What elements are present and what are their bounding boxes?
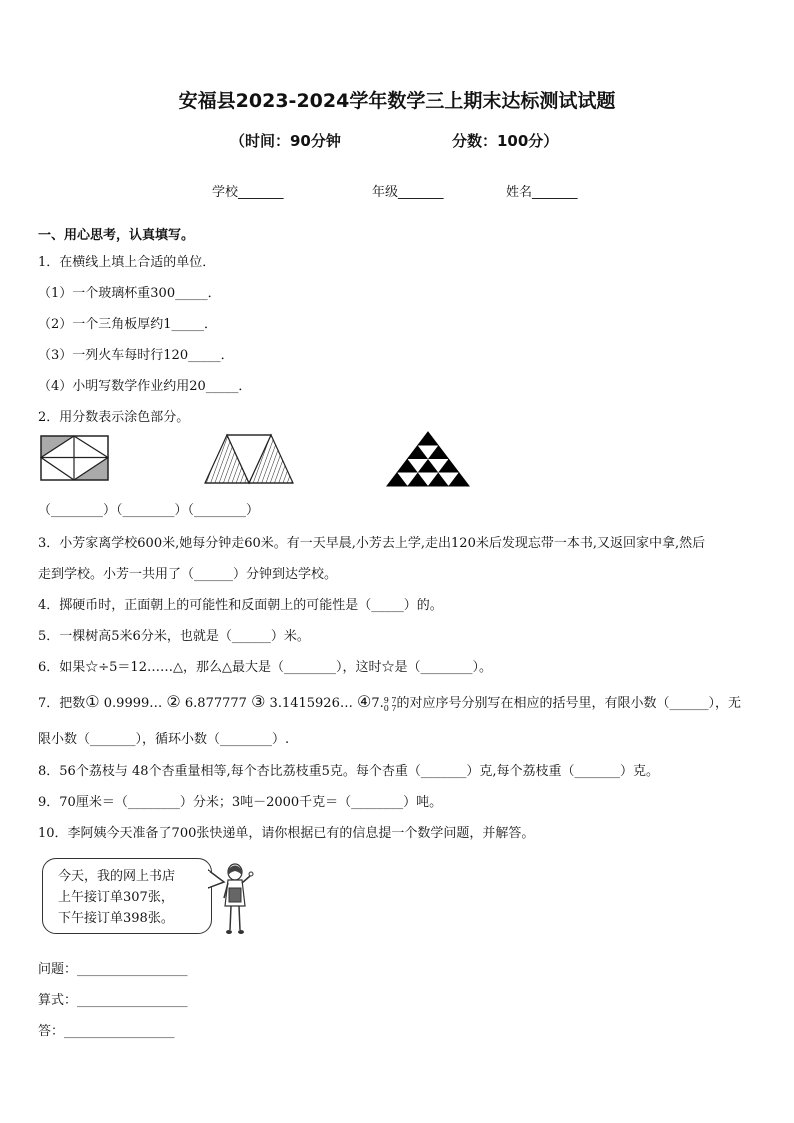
q2-answer-blanks[interactable]: （________）（________）（________） [38, 503, 260, 518]
q7-rest: 的对应序号分别写在相应的括号里，有限小数（______），无 [396, 696, 741, 711]
q7-line-2: 限小数（_______），循环小数（________）. [38, 732, 290, 747]
q9: 9．70厘米＝（________）分米；3吨－2000千克＝（________）吨。 [38, 795, 443, 810]
q7-number-2: 6.877777 [184, 696, 247, 711]
q7-repeat-top: 9 7 [383, 696, 397, 705]
q7-circle-4: ④ [357, 692, 372, 711]
q5: 5．一棵树高5米6分米，也就是（______）米。 [38, 629, 310, 644]
q8: 8．56个荔枝与 48个杏重量相等,每个杏比荔枝重5克。每个杏重（_______）克,每个荔枝重（_______）克。 [38, 764, 660, 779]
page-title: 安福县2023-2024学年数学三上期末达标测试试题 [178, 90, 616, 112]
exam-score: 分数：100分） [452, 132, 559, 150]
figure-triangle-pattern [386, 431, 470, 487]
q7-number-4: 7. [371, 696, 384, 711]
q1-stem: 1．在横线上填上合适的单位． [38, 255, 216, 270]
exam-time: （时间：90分钟 [230, 132, 341, 150]
q7-repeat-digits [384, 697, 397, 713]
bubble-line-3: 下午接订单398张。 [58, 911, 174, 926]
section-heading: 一、用心思考，认真填写。 [38, 228, 195, 243]
bubble-line-1: 今天，我的网上书店 [58, 869, 176, 884]
q7-circle-2: ② [166, 692, 181, 711]
q1-item-1: （1）一个玻璃杯重300_____． [38, 286, 221, 301]
q7-repeat-bottom: 0 7 [383, 704, 397, 713]
grade-field[interactable]: 年级_______ [372, 185, 444, 200]
q1-item-4: （4）小明写数学作业约用20_____． [38, 379, 252, 394]
q2-stem: 2．用分数表示涂色部分。 [38, 410, 190, 425]
q7-line-1 [38, 692, 741, 713]
q4: 4．掷硬币时，正面朝上的可能性和反面朝上的可能性是（_____）的。 [38, 598, 443, 613]
figure-trapezoid-hatched [203, 433, 299, 485]
q7-number-1: 0.9999… [103, 696, 163, 711]
q1-item-2: （2）一个三角板厚约1_____． [38, 317, 218, 332]
woman-illustration [218, 862, 256, 936]
q6: 6．如果☆÷5＝12……△，那么△最大是（________），这时☆是（________）。 [38, 660, 492, 675]
q3-line-2: 走到学校。小芳一共用了（______）分钟到达学校。 [38, 567, 338, 582]
formula-field[interactable]: 算式：_________________ [38, 993, 188, 1008]
figure-rectangle-rhombus [40, 435, 110, 481]
q7-number-3: 3.1415926… [269, 696, 353, 711]
question-field[interactable]: 问题：_________________ [38, 962, 188, 977]
q10-stem: 10．李阿姨今天准备了700张快递单，请你根据已有的信息提一个数学问题，并解答。 [38, 826, 535, 841]
q1-item-3: （3）一列火车每时行120_____． [38, 348, 234, 363]
q7-prefix: 7．把数 [38, 696, 86, 711]
school-field[interactable]: 学校_______ [212, 185, 284, 200]
name-field[interactable]: 姓名_______ [506, 185, 578, 200]
q3-line-1: 3．小芳家离学校600米,她每分钟走60米。有一天早晨,小芳去上学,走出120米后发现忘带一本书,又返回家中拿,然后 [38, 536, 706, 551]
q7-circle-3: ③ [251, 692, 266, 711]
q7-circle-1: ① [85, 692, 100, 711]
bubble-line-2: 上午接订单307张， [58, 890, 174, 905]
answer-field[interactable]: 答：_________________ [38, 1024, 175, 1039]
